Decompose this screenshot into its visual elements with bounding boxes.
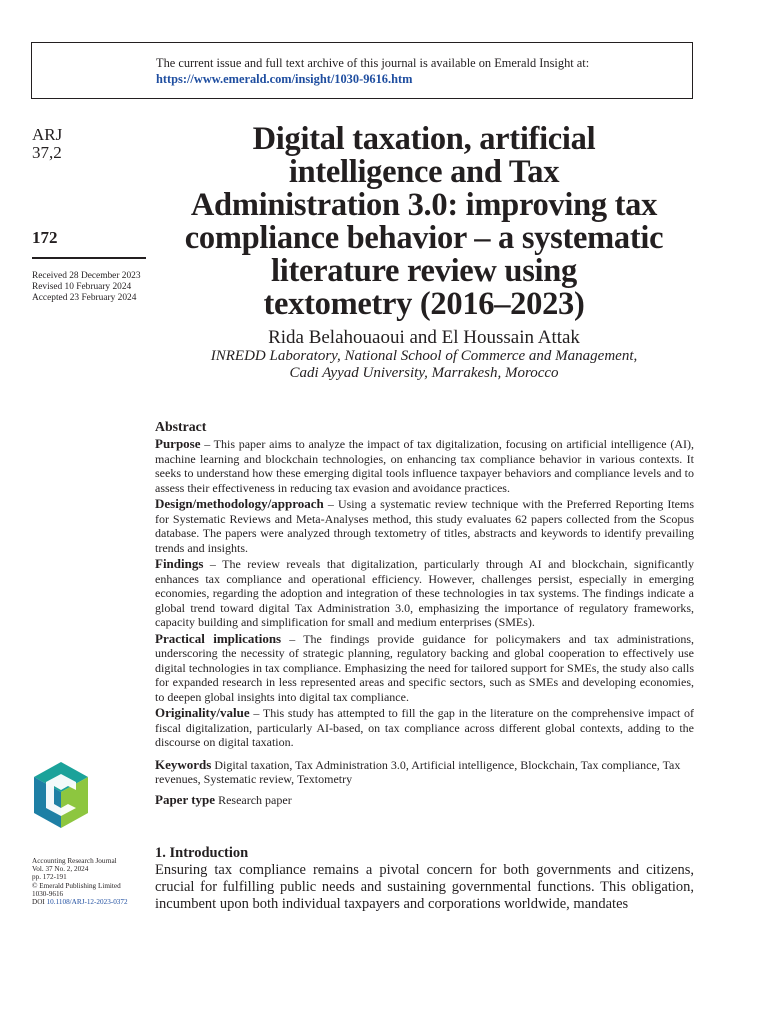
- section-label: Practical implications: [155, 630, 282, 646]
- article-title: [154, 123, 694, 321]
- title-line: intelligence and Tax: [288, 154, 560, 190]
- paper-type-label: Paper type: [155, 791, 216, 807]
- journal-url-link[interactable]: https://www.emerald.com/insight/1030-9616.htm: [156, 72, 413, 86]
- emerald-logo-icon: [32, 760, 90, 830]
- journal-volume-issue: Vol. 37 No. 2, 2024: [32, 865, 89, 874]
- journal-name: Accounting Research Journal: [32, 857, 117, 865]
- margin-divider: [32, 257, 146, 259]
- access-notice-box: [31, 42, 693, 99]
- journal-pages: pp. 172-191: [32, 873, 67, 882]
- section-text: – This paper aims to analyze the impact of tax digitalization, focusing on artificial intelligence (AI), machine learning and blockchain technologies, on enhancing tax compliance behavior in various contexts. It seeks to understand how these emerging digital tools influence taxpayer behaviors and compliance levels and to assess their effectiveness in reducing tax evasion and avoidance practices.: [155, 437, 694, 495]
- authors: Rida Belahouaoui and El Houssain Attak: [268, 327, 580, 348]
- access-notice: [156, 55, 589, 87]
- journal-info: [32, 857, 128, 906]
- page-number: 172: [32, 228, 58, 247]
- abstract-findings: [155, 557, 694, 630]
- history-dates: [32, 271, 141, 304]
- section-text: – The review reveals that digitalization, particularly through AI and blockchain, significantly enhances tax compliance and operational efficiency. However, challenges persist, especially in emerging economies, regarding the adoption and integration of these technologies in tax systems. The findings indicate a global trend toward digital Tax Administration 3.0, emphasizing the importance of regulatory frameworks, capacity building and simplification for small and medium enterprises (SMEs).: [155, 557, 694, 629]
- abstract-practical: [155, 632, 694, 705]
- section-label: Findings: [155, 556, 204, 571]
- section-text: – The findings provide guidance for policymakers and tax administrations, underscoring the necessity of strategic planning, regulatory backing and global cooperation to effectively use digital technologies in tax compliance. Emphasizing the need for tailored support for SMEs, the study also calls for expanded research in less represented areas and specific sectors, such as SMEs and developing economies, to deepen global insights into digital tax compliance.: [155, 631, 695, 704]
- paper-type: [155, 793, 694, 808]
- journal-publisher: © Emerald Publishing Limited: [32, 881, 121, 890]
- paper-type-text: Research paper: [215, 792, 292, 807]
- journal-abbrev-block: [32, 126, 62, 162]
- doi-link[interactable]: 10.1108/ARJ-12-2023-0372: [46, 898, 128, 907]
- section-label: Originality/value: [155, 705, 250, 720]
- affiliation-line: INREDD Laboratory, National School of Commerce and Management,: [210, 348, 638, 364]
- title-line: Administration 3.0: improving tax: [190, 187, 658, 223]
- access-notice-text: The current issue and full text archive of this journal is available on Emerald Insight at:: [156, 56, 590, 70]
- revised-date: Revised 10 February 2024: [32, 282, 132, 292]
- section-text: – Using a systematic review technique with the Preferred Reporting Items for Systematic Reviews and Meta-Analyses method, this study evaluates 62 papers collected from the Scopus database. The papers were analyzed through textometry of titles, abstracts and keywords to identify prevailing trends and insights.: [155, 497, 694, 555]
- section-text: – This study has attempted to fill the gap in the literature on the comprehensive impact of fiscal digitalization, particularly AI-based, on tax compliance across different global contexts, adding to the discourse on digital taxation.: [155, 706, 694, 749]
- journal-issn: 1030-9616: [32, 889, 64, 898]
- abstract-heading: Abstract: [155, 419, 207, 434]
- section-label: Purpose: [155, 436, 201, 451]
- keywords-label: Keywords: [155, 756, 212, 772]
- received-date: Received 28 December 2023: [32, 271, 141, 281]
- abstract-section: [155, 419, 694, 807]
- introduction-section: [155, 845, 694, 913]
- accepted-date: Accepted 23 February 2024: [32, 293, 137, 303]
- journal-doi: [32, 898, 128, 906]
- title-line: Digital taxation, artificial: [252, 121, 596, 157]
- affiliation: [154, 348, 694, 382]
- abstract-design: [155, 497, 694, 555]
- affiliation-line: Cadi Ayyad University, Marrakesh, Morocco: [289, 365, 559, 381]
- doi-label: DOI: [32, 898, 45, 907]
- title-line: textometry (2016–2023): [263, 286, 585, 322]
- title-line: compliance behavior – a systematic: [184, 220, 664, 256]
- introduction-heading: 1. Introduction: [155, 845, 249, 861]
- introduction-text: Ensuring tax compliance remains a pivotal concern for both governments and citizens, crucial for fulfilling public needs and sustaining governmental functions. This obligation, incumbent upon both individual taxpayers and corporations worldwide, mandates: [155, 862, 694, 912]
- keywords-text: Digital taxation, Tax Administration 3.0, Artificial intelligence, Blockchain, Tax compliance, Tax revenues, Systematic review, Textometry: [155, 757, 681, 786]
- section-label: Design/methodology/approach: [155, 496, 324, 511]
- abstract-originality: [155, 706, 694, 750]
- journal-abbrev: ARJ: [32, 125, 63, 144]
- title-line: literature review using: [270, 253, 577, 289]
- abstract-purpose: [155, 437, 694, 495]
- keywords: [155, 758, 694, 787]
- journal-volume: 37,2: [32, 143, 62, 162]
